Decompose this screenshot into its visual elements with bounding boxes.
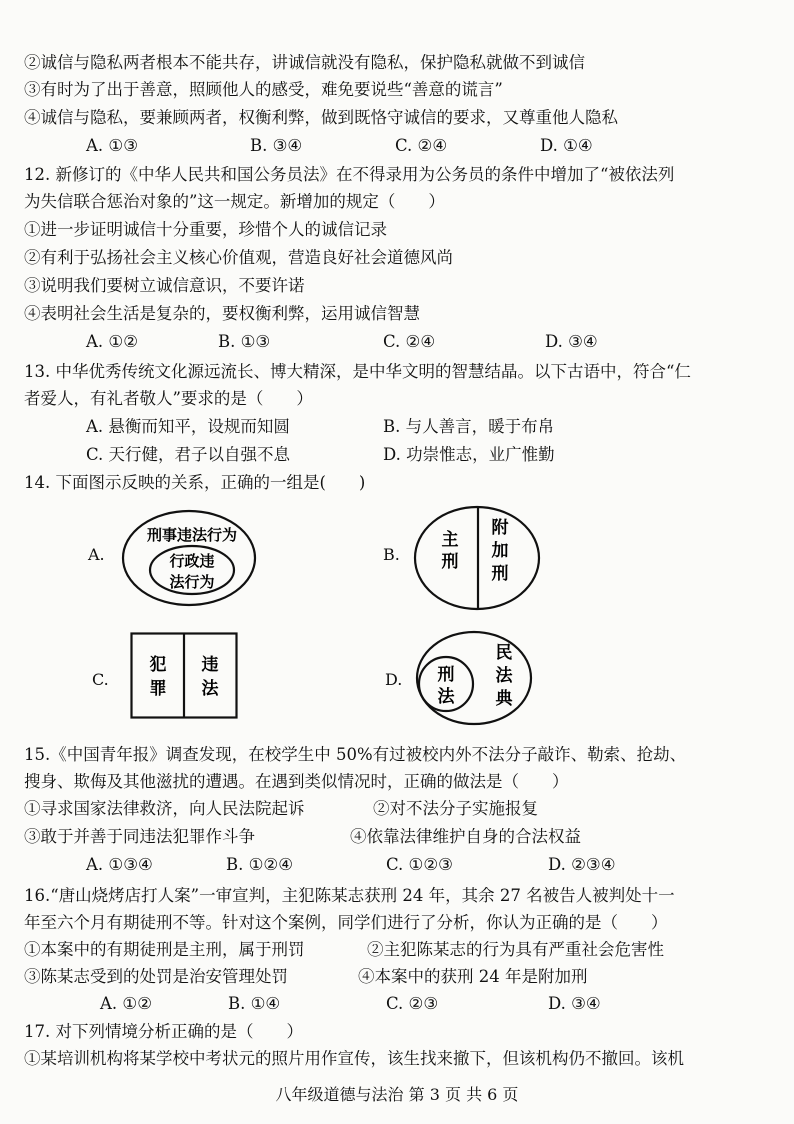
q12-statement-1: ①进一步证明诚信十分重要，珍惜个人的诚信记录	[24, 220, 387, 239]
q11-option-a[interactable]: A. ①③	[86, 136, 138, 155]
q15-option-b[interactable]: B. ①②④	[226, 855, 293, 874]
q14-option-d-label[interactable]: D.	[385, 670, 403, 689]
q12-statement-3: ③说明我们要树立诚信意识，不要许诺	[24, 276, 305, 295]
q11-option-b[interactable]: B. ③④	[250, 136, 303, 155]
q14-diagram-a[interactable]	[120, 508, 260, 608]
q13-stem-line1: 13. 中华优秀传统文化源远流长、博大精深，是中华文明的智慧结晶。以下古语中，符合“仁	[24, 362, 691, 381]
q16-stem-line1: 16.“唐山烧烤店打人案”一审宣判，主犯陈某志获刑 24 年，其余 27 名被告人被判处十一	[24, 886, 675, 905]
q14-d-outer-text-3: 典	[495, 689, 513, 709]
q14-option-b-label[interactable]: B.	[383, 545, 400, 564]
q16-option-d[interactable]: D. ③④	[548, 994, 601, 1013]
q14-b-left-text-1: 主	[441, 530, 459, 550]
q14-b-right-text-1: 附	[491, 518, 509, 538]
q17-statement-1: ①某培训机构将某学校中考状元的照片用作宣传，该生找来撤下，但该机构仍不撤回。该机	[24, 1049, 684, 1068]
q14-option-c-label[interactable]: C.	[92, 670, 109, 689]
q14-b-right-text-2: 加	[491, 541, 509, 561]
q14-a-inner-text-2: 法行为	[169, 573, 215, 591]
q14-d-outer-text-2: 法	[495, 666, 513, 686]
q14-c-right-text-1: 违	[201, 655, 219, 675]
q14-d-inner-text-1: 刑	[437, 665, 455, 685]
q15-statement-2: ②对不法分子实施报复	[373, 799, 538, 818]
q14-d-inner-text-2: 法	[437, 687, 455, 707]
q16-statement-4: ④本案中的获刑 24 年是附加刑	[358, 967, 588, 986]
q13-option-d[interactable]: D. 功崇惟志，业广惟勤	[383, 445, 555, 464]
q15-stem-line2: 搜身、欺侮及其他滋扰的遭遇。在遇到类似情况时，正确的做法是（ ）	[24, 772, 569, 791]
q11-statement-3: ③有时为了出于善意，照顾他人的感受，难免要说些“善意的谎言”	[24, 80, 503, 99]
q15-statement-3: ③敢于并善于同违法犯罪作斗争	[24, 827, 255, 846]
q12-option-a[interactable]: A. ①②	[86, 332, 138, 351]
q14-option-a-label[interactable]: A.	[88, 545, 105, 564]
q12-option-c[interactable]: C. ②④	[383, 332, 436, 351]
q14-diagram-b[interactable]	[412, 505, 542, 611]
q14-c-left-text-2: 罪	[149, 679, 167, 699]
q14-d-outer-text-1: 民	[495, 643, 513, 663]
q15-stem-line1: 15.《中国青年报》调查发现，在校学生中 50%有过被校内外不法分子敲诈、勒索、抢劫、	[24, 745, 687, 764]
q11-statement-2: ②诚信与隐私两者根本不能共存，讲诚信就没有隐私，保护隐私就做不到诚信	[24, 53, 585, 72]
q14-diagram-c[interactable]	[130, 632, 240, 722]
q14-a-inner-text-1: 行政违	[169, 552, 215, 570]
q16-statement-2: ②主犯陈某志的行为具有严重社会危害性	[367, 940, 664, 959]
q14-c-right-text-2: 法	[201, 679, 219, 699]
q13-option-b[interactable]: B. 与人善言，暖于布帛	[383, 417, 555, 436]
q11-statement-4: ④诚信与隐私，要兼顾两者，权衡利弊，做到既恪守诚信的要求，又尊重他人隐私	[24, 108, 618, 127]
q16-option-a[interactable]: A. ①②	[100, 994, 152, 1013]
q14-stem: 14. 下面图示反映的关系，正确的一组是( )	[24, 473, 366, 492]
q14-c-left-text-1: 犯	[149, 655, 167, 675]
q12-stem-line1: 12. 新修订的《中华人民共和国公务员法》在不得录用为公务员的条件中增加了“被依法列	[24, 165, 675, 184]
q13-option-c[interactable]: C. 天行健，君子以自强不息	[86, 445, 291, 464]
q15-statement-1: ①寻求国家法律救济，向人民法院起诉	[24, 799, 305, 818]
q16-stem-line2: 年至六个月有期徒刑不等。针对这个案例，同学们进行了分析，你认为正确的是（ ）	[24, 913, 668, 932]
q15-statement-4: ④依靠法律维护自身的合法权益	[350, 827, 581, 846]
q12-option-d[interactable]: D. ③④	[545, 332, 598, 351]
q11-option-c[interactable]: C. ②④	[395, 136, 448, 155]
q16-option-b[interactable]: B. ①④	[228, 994, 281, 1013]
q16-option-c[interactable]: C. ②③	[386, 994, 439, 1013]
q14-b-right-text-3: 刑	[491, 564, 509, 584]
q15-option-d[interactable]: D. ②③④	[548, 855, 616, 874]
q16-statement-1: ①本案中的有期徒刑是主刑，属于刑罚	[24, 940, 305, 959]
q12-statement-4: ④表明社会生活是复杂的，要权衡利弊，运用诚信智慧	[24, 304, 420, 323]
q11-option-d[interactable]: D. ①④	[540, 136, 593, 155]
q14-a-outer-text: 刑事违法行为	[146, 526, 238, 544]
page-footer: 八年级道德与法治 第 3 页 共 6 页	[275, 1085, 519, 1104]
q14-diagram-d[interactable]	[414, 628, 534, 728]
q12-option-b[interactable]: B. ①③	[218, 332, 271, 351]
q15-option-c[interactable]: C. ①②③	[386, 855, 453, 874]
q14-b-left-text-2: 刑	[441, 552, 459, 572]
q13-option-a[interactable]: A. 悬衡而知平，设规而知圆	[86, 417, 290, 436]
q16-statement-3: ③陈某志受到的处罚是治安管理处罚	[24, 967, 288, 986]
q15-option-a[interactable]: A. ①③④	[86, 855, 153, 874]
q12-stem-line2: 为失信联合惩治对象的”这一规定。新增加的规定（ ）	[24, 192, 445, 211]
q13-stem-line2: 者爱人，有礼者敬人”要求的是（ ）	[24, 389, 313, 408]
q12-statement-2: ②有利于弘扬社会主义核心价值观，营造良好社会道德风尚	[24, 248, 453, 267]
q17-stem: 17. 对下列情境分析正确的是（ ）	[24, 1022, 303, 1041]
